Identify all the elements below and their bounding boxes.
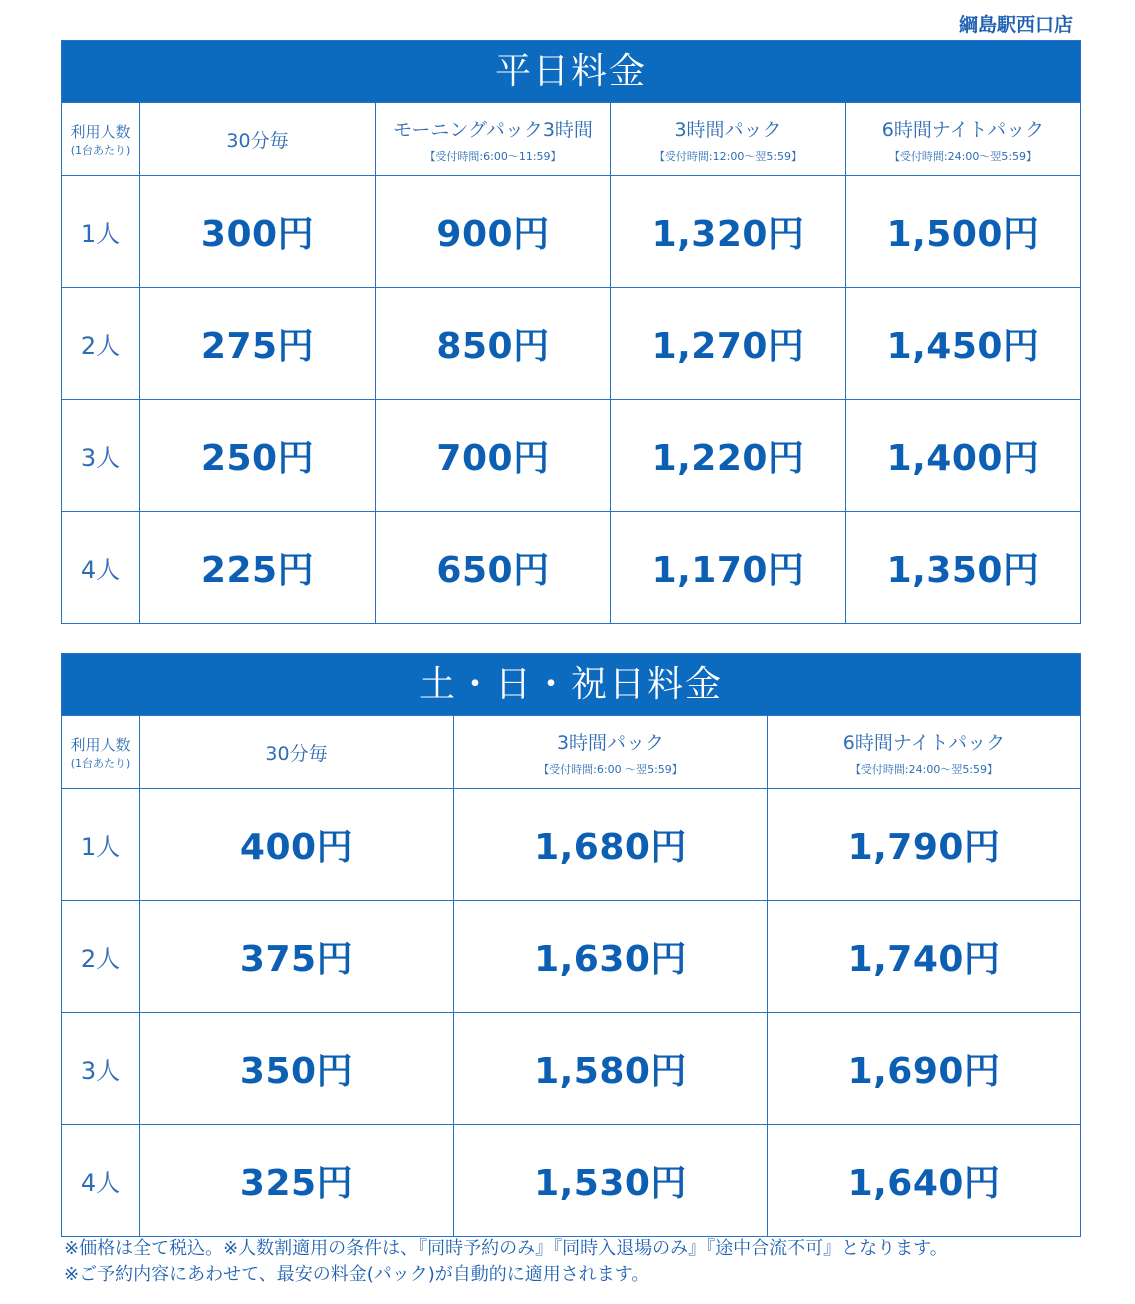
price-cell: 1,220円 xyxy=(651,438,805,479)
people-count: 3人 xyxy=(80,444,121,472)
table-row xyxy=(62,788,1080,900)
table-row xyxy=(62,287,1080,399)
price-cell: 1,580円 xyxy=(534,1051,687,1092)
column-hours: 【受付時間:6:00～11:59】 xyxy=(424,149,562,163)
price-cell: 1,500円 xyxy=(886,214,1040,255)
price-cell: 1,680円 xyxy=(534,827,687,868)
column-header-3h-pack xyxy=(453,716,767,788)
column-name: 3時間パック xyxy=(556,731,665,754)
people-count: 4人 xyxy=(80,1169,121,1197)
people-header xyxy=(62,103,139,175)
people-header-sublabel: (1台あたり) xyxy=(70,756,131,770)
price-cell: 1,640円 xyxy=(847,1163,1001,1204)
people-header-label: 利用人数 xyxy=(70,735,131,754)
price-cell: 350円 xyxy=(239,1051,354,1092)
price-cell: 850円 xyxy=(436,326,550,367)
people-count: 1人 xyxy=(80,220,121,248)
price-cell: 1,690円 xyxy=(847,1051,1001,1092)
people-count: 2人 xyxy=(80,332,121,360)
column-name: 3時間パック xyxy=(674,118,782,141)
table-row xyxy=(62,399,1080,511)
weekday-title: 平日料金 xyxy=(62,41,1080,102)
column-name: 6時間ナイトパック xyxy=(842,731,1006,754)
price-cell: 300円 xyxy=(200,214,315,255)
store-name: 綱島駅西口店 xyxy=(958,14,1073,36)
price-cell: 1,630円 xyxy=(534,939,687,980)
people-count: 4人 xyxy=(80,556,121,584)
column-hours: 【受付時間:24:00～翌5:59】 xyxy=(888,149,1038,163)
price-cell: 325円 xyxy=(239,1163,354,1204)
weekday-price-table xyxy=(61,40,1081,624)
people-count: 3人 xyxy=(80,1057,121,1085)
footnote: ※価格は全て税込。※人数割適用の条件は、『同時予約のみ』『同時入退場のみ』『途中合流不可』となります。 xyxy=(64,1238,948,1259)
footnotes xyxy=(64,1236,948,1288)
people-count: 1人 xyxy=(80,833,121,861)
column-name: モーニングパック3時間 xyxy=(393,118,593,141)
price-cell: 1,170円 xyxy=(651,550,805,591)
price-cell: 650円 xyxy=(436,550,550,591)
price-cell: 1,450円 xyxy=(886,326,1040,367)
people-header xyxy=(62,716,139,788)
weekend-price-table xyxy=(61,653,1081,1237)
price-cell: 400円 xyxy=(239,827,354,868)
price-cell: 375円 xyxy=(239,939,354,980)
price-cell: 1,320円 xyxy=(651,214,805,255)
table-row xyxy=(62,175,1080,287)
column-header-30min xyxy=(139,103,375,175)
weekend-title: 土・日・祝日料金 xyxy=(62,654,1080,715)
column-name: 30分毎 xyxy=(226,129,289,152)
price-cell: 1,740円 xyxy=(847,939,1001,980)
price-cell: 1,400円 xyxy=(886,438,1040,479)
price-cell: 1,270円 xyxy=(651,326,805,367)
price-cell: 1,790円 xyxy=(847,827,1001,868)
table-row xyxy=(62,900,1080,1012)
column-name: 30分毎 xyxy=(265,742,328,765)
column-name: 6時間ナイトパック xyxy=(881,118,1045,141)
table-row xyxy=(62,1124,1080,1236)
people-count: 2人 xyxy=(80,945,121,973)
price-cell: 700円 xyxy=(436,438,550,479)
people-header-sublabel: (1台あたり) xyxy=(70,143,131,157)
price-cell: 250円 xyxy=(200,438,315,479)
column-hours: 【受付時間:24:00～翌5:59】 xyxy=(849,762,999,776)
table-row xyxy=(62,511,1080,623)
table-row xyxy=(62,1012,1080,1124)
price-cell: 225円 xyxy=(200,550,315,591)
price-cell: 1,530円 xyxy=(534,1163,687,1204)
price-cell: 275円 xyxy=(200,326,315,367)
column-header-3h-pack xyxy=(610,103,845,175)
column-header-6h-night-pack xyxy=(845,103,1080,175)
price-cell: 1,350円 xyxy=(886,550,1040,591)
people-header-label: 利用人数 xyxy=(70,122,131,141)
column-header-morning-pack xyxy=(375,103,610,175)
footnote: ※ご予約内容にあわせて、最安の料金(パック)が自動的に適用されます。 xyxy=(64,1264,650,1285)
weekday-header-row xyxy=(62,102,1080,175)
column-header-6h-night-pack xyxy=(767,716,1080,788)
column-hours: 【受付時間:6:00 ～翌5:59】 xyxy=(538,762,683,776)
weekend-header-row xyxy=(62,715,1080,788)
column-hours: 【受付時間:12:00～翌5:59】 xyxy=(653,149,803,163)
column-header-30min xyxy=(139,716,453,788)
price-cell: 900円 xyxy=(436,214,550,255)
